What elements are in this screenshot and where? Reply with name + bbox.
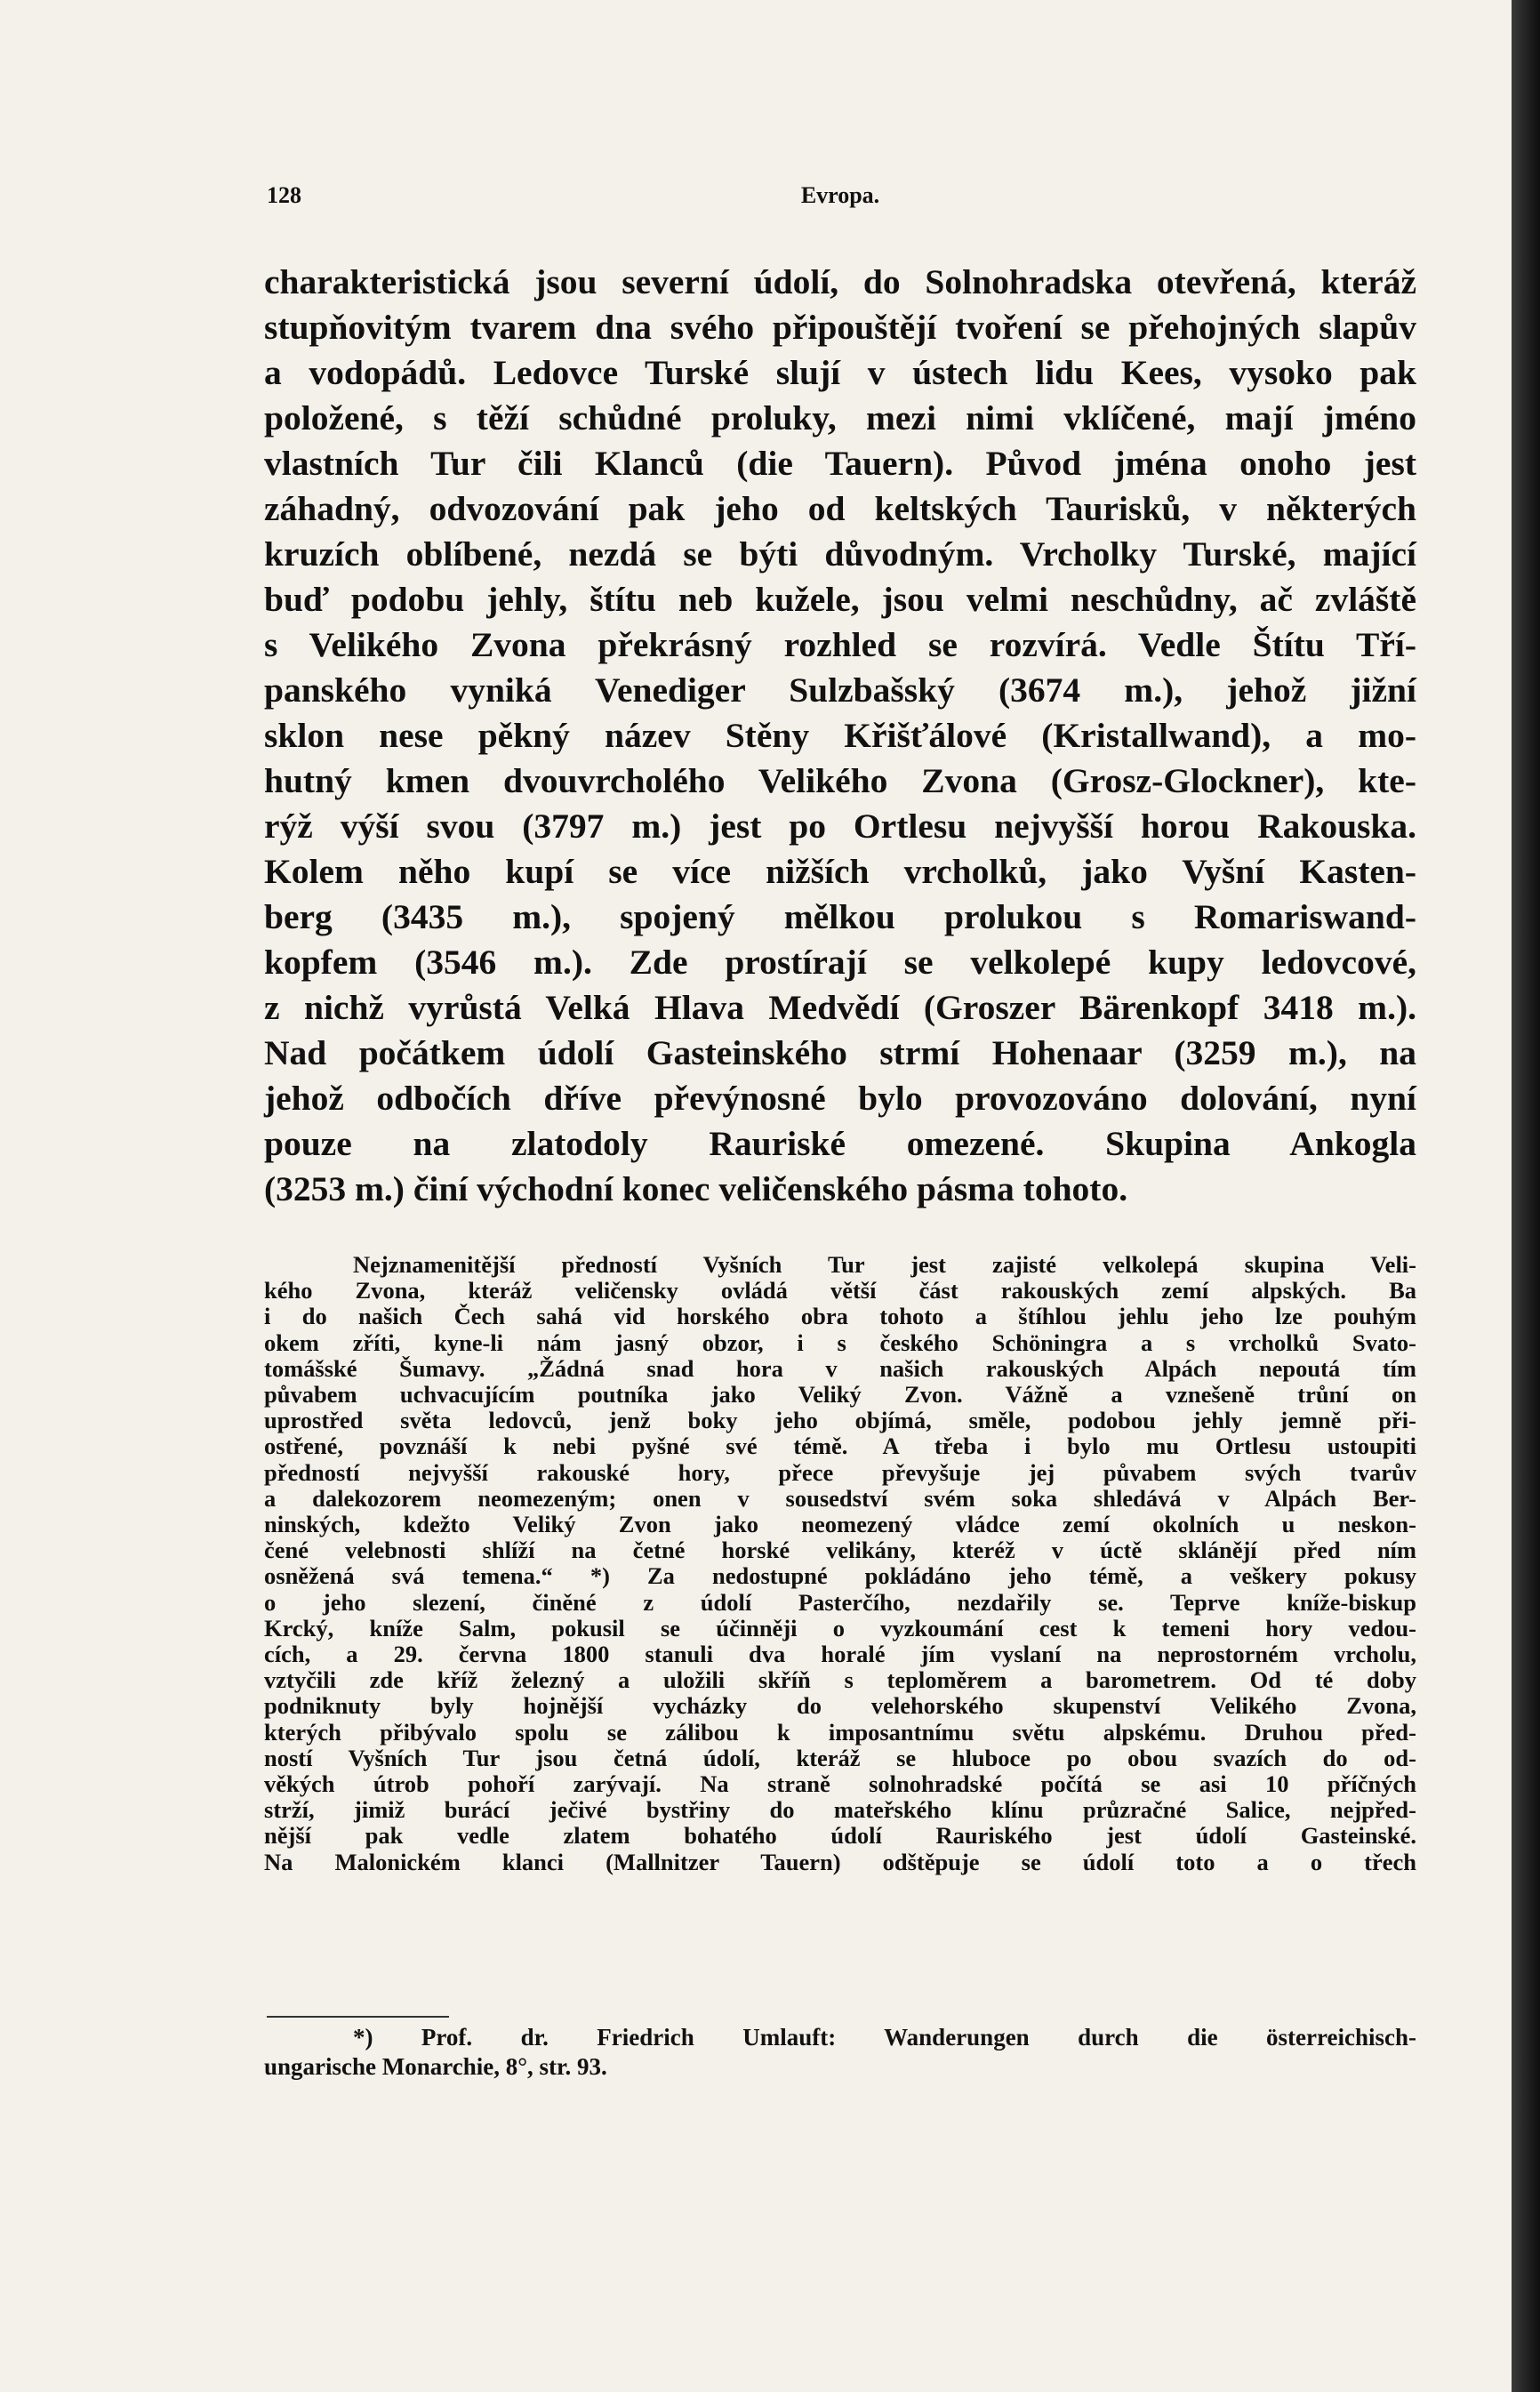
main-paragraph xyxy=(264,260,1416,1212)
note-line: věkých útrob pohoří zarývají. Na straně solnohradské počítá se asi 10 příčných xyxy=(264,1770,1416,1798)
text-line: s Velikého Zvona překrásný rozhled se rozvírá. Vedle Štítu Tří- xyxy=(264,625,1416,664)
text-line: hutný kmen dvouvrcholého Velikého Zvona (Grosz-Glockner), kte- xyxy=(264,761,1416,800)
page-header xyxy=(267,182,1414,218)
text-line: berg (3435 m.), spojený mělkou prolukou s Romariswand- xyxy=(264,897,1416,936)
note-line: ostřené, povznáší k nebi pyšné své témě. A třeba i bylo mu Ortlesu ustoupiti xyxy=(264,1433,1416,1460)
note-line: půvabem uchvacujícím poutníka jako Veliký Zvon. Vážně a vznešeně trůní on xyxy=(264,1381,1416,1409)
text-line: a vodopádů. Ledovce Turské slují v ústech lidu Kees, vysoko pak xyxy=(264,353,1416,392)
note-line: a dalekozorem neomezeným; onen v sousedství svém soka shledává v Alpách Ber- xyxy=(264,1484,1416,1512)
note-line: vztyčili zde kříž železný a uložili skříň s teploměrem a barometrem. Od té doby xyxy=(264,1666,1416,1694)
text-line: z nichž vyrůstá Velká Hlava Medvědí (Groszer Bärenkopf 3418 m.). xyxy=(264,988,1416,1027)
text-line: kopfem (3546 m.). Zde prostírají se velkolepé kupy ledovcové, xyxy=(264,943,1416,982)
note-line: tomášské Šumavy. „Žádná snad hora v našich rakouských Alpách nepoutá tím xyxy=(264,1354,1416,1382)
footnote-line: *) Prof. dr. Friedrich Umlauft: Wanderungen durch die österreichisch- xyxy=(353,2024,1416,2051)
note-line: strží, jimiž burácí ječivé bystřiny do mateřského klínu průzračné Salice, nejpřed- xyxy=(264,1796,1416,1824)
text-line: jehož odbočích dříve převýnosné bylo provozováno dolování, nyní xyxy=(264,1079,1416,1118)
text-line: sklon nese pěkný název Stěny Křišťálové (Kristallwand), a mo- xyxy=(264,716,1416,755)
note-line: i do našich Čech sahá vid horského obra tohoto a štíhlou jehlu jeho lze pouhým xyxy=(264,1303,1416,1330)
note-line: podniknuty byly hojnější vycházky do velehorského skupenství Velikého Zvona, xyxy=(264,1692,1416,1720)
text-line: položené, s těží schůdné proluky, mezi nimi vklíčené, mají jméno xyxy=(264,398,1416,437)
text-line: stupňovitým tvarem dna svého připouštějí tvoření se přehojných slapův xyxy=(264,308,1416,347)
note-line: uprostřed světa ledovců, jenž boky jeho objímá, směle, podobou jehly jemně při- xyxy=(264,1407,1416,1434)
note-line: Nejznamenitější předností Vyšních Tur jest zajisté velkolepá skupina Veli- xyxy=(353,1251,1416,1278)
note-line: předností nejvyšší rakouské hory, přece převyšuje jej půvabem svých tvarův xyxy=(264,1458,1416,1486)
text-line: (3253 m.) činí východní konec veličenského pásma tohoto. xyxy=(264,1169,1128,1208)
text-line: vlastních Tur čili Klanců (die Tauern). Původ jména onoho jest xyxy=(264,444,1416,483)
text-line: pouze na zlatodoly Rauriské omezené. Skupina Ankogla xyxy=(264,1124,1416,1163)
small-print-note xyxy=(264,1252,1416,1875)
note-line: ností Vyšních Tur jsou četná údolí, kteráž se hluboce po obou svazích do od- xyxy=(264,1744,1416,1771)
note-line: osněžená svá temena.“ *) Za nedostupné pokládáno jeho témě, a veškery pokusy xyxy=(264,1562,1416,1590)
text-line: kruzích oblíbené, nezdá se býti důvodným. Vrcholky Turské, mající xyxy=(264,534,1416,574)
note-line: o jeho slezení, činěné z údolí Pasterčího, nezdařily se. Teprve kníže-biskup xyxy=(264,1588,1416,1616)
footnote xyxy=(264,2023,1416,2082)
text-line: Nad počátkem údolí Gasteinského strmí Hohenaar (3259 m.), na xyxy=(264,1033,1416,1072)
note-line: Krcký, kníže Salm, pokusil se účinněji o vyzkoumání cest k temeni hory vedou- xyxy=(264,1614,1416,1641)
text-line: Kolem něho kupí se více nižších vrcholků, jako Vyšní Kasten- xyxy=(264,852,1416,891)
text-line: buď podobu jehly, štítu neb kužele, jsou velmi neschůdny, ač zvláště xyxy=(264,580,1416,619)
note-line: okem zříti, kyne-li nám jasný obzor, i s českého Schöningra a s vrcholků Svato- xyxy=(264,1328,1416,1356)
text-line: záhadný, odvozování pak jeho od keltských Taurisků, v některých xyxy=(264,489,1416,528)
note-line: nější pak vedle zlatem bohatého údolí Rauriského jest údolí Gasteinské. xyxy=(264,1822,1416,1850)
footnote-rule xyxy=(267,2016,449,2018)
running-title: Evropa. xyxy=(800,182,880,208)
note-line: ninských, kdežto Veliký Zvon jako neomezený vládce zemí okolních u neskon- xyxy=(264,1511,1416,1538)
text-line: panského vyniká Venediger Sulzbašský (3674 m.), jehož jižní xyxy=(264,670,1416,710)
text-line: charakteristická jsou severní údolí, do Solnohradska otevřená, kteráž xyxy=(264,262,1416,301)
note-line: kého Zvona, kteráž veličensky ovládá větší část rakouských zemí alpských. Ba xyxy=(264,1277,1416,1304)
note-line: Na Malonickém klanci (Mallnitzer Tauern) odštěpuje se údolí toto a o třech xyxy=(264,1848,1416,1875)
note-line: cích, a 29. června 1800 stanuli dva horalé jím vyslaní na neprostorném vrcholu, xyxy=(264,1641,1416,1668)
page-number: 128 xyxy=(267,182,301,208)
scan-edge xyxy=(1512,0,1540,2392)
footnote-line: ungarische Monarchie, 8°, str. 93. xyxy=(264,2053,607,2080)
note-line: čené velebnosti shlíží na četné horské velikány, kteréž v úctě sklánějí před ním xyxy=(264,1537,1416,1564)
note-line: kterých přibývalo spolu se zálibou k imposantnímu světu alpskému. Druhou před- xyxy=(264,1718,1416,1746)
text-line: rýž výší svou (3797 m.) jest po Ortlesu nejvyšší horou Rakouska. xyxy=(264,807,1416,846)
